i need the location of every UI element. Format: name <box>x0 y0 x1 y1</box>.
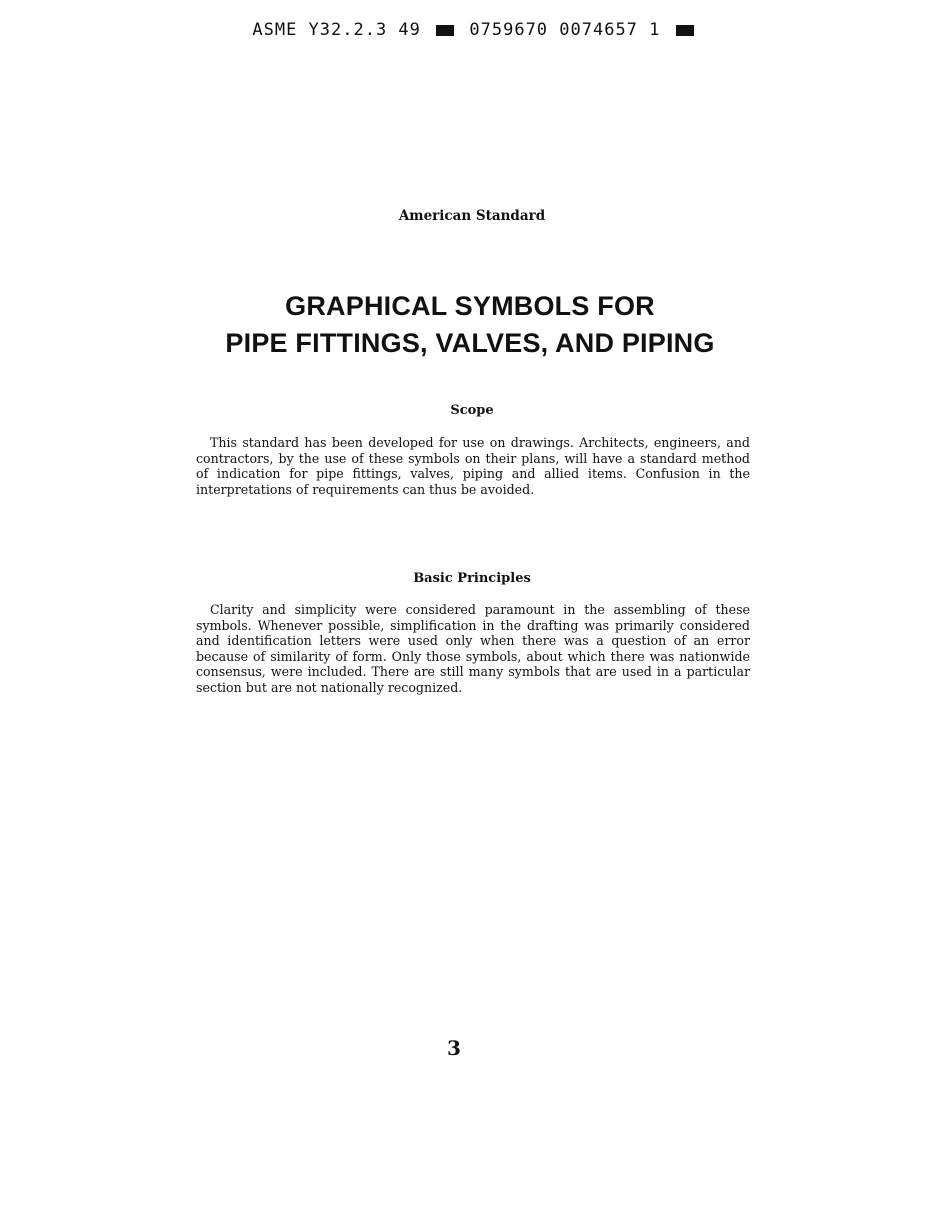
page-number: 3 <box>447 1036 461 1060</box>
standard-label: American Standard <box>398 208 546 224</box>
title-line-1: GRAPHICAL SYMBOLS FOR <box>285 291 655 321</box>
document-code-part2: 0759670 0074657 1 <box>469 20 661 40</box>
black-block-mark <box>436 25 454 36</box>
title-line-2: PIPE FITTINGS, VALVES, AND PIPING <box>225 328 715 358</box>
document-code-header <box>0 20 950 40</box>
basic-principles-heading: Basic Principles <box>413 571 531 586</box>
document-code-part1: ASME Y32.2.3 49 <box>252 20 421 40</box>
scope-heading: Scope <box>450 403 494 418</box>
basic-principles-paragraph: Clarity and simplicity were considered paramount in the assembling of these symbols. Whenever possible, simplification in the drafting was primarily considered and identification letters were used only when there was a question of an error because of similarity of form. Only those symbols, about which there was nationwide consensus, were included. There are still many symbols that are used in a particular section but are not nationally recognized. <box>196 602 750 695</box>
black-block-mark <box>676 25 694 36</box>
scope-paragraph: This standard has been developed for use on drawings. Architects, engineers, and contractors, by the use of these symbols on their plans, will have a standard method of indication for pipe fittings, valves, piping and allied items. Confusion in the interpretations of requirements can thus be avoided. <box>196 435 750 497</box>
page-title <box>0 288 940 362</box>
